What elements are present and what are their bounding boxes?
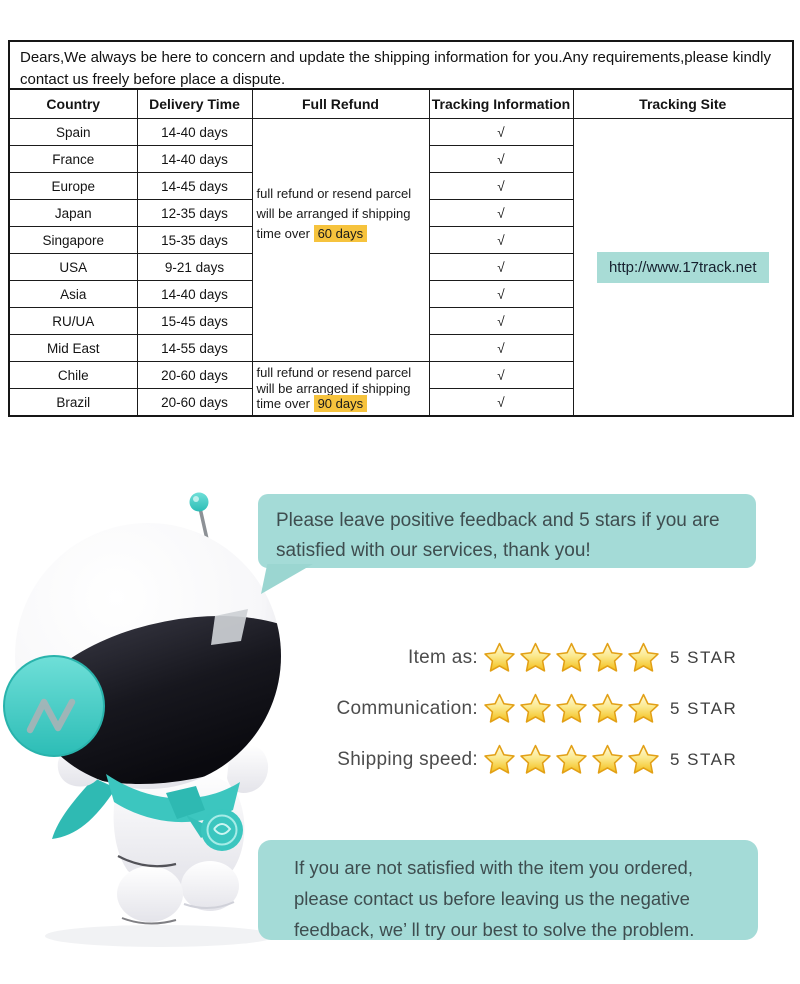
header-full-refund: Full Refund: [252, 89, 429, 119]
star-icon: [554, 641, 589, 675]
cell-check: √: [429, 119, 573, 146]
dispute-note: If you are not satisfied with the item you ordered, please contact us before leaving us the negative feedback, we’ ll try our best to solve the problem.: [258, 840, 758, 940]
star-icon: [518, 641, 553, 675]
cell-country: USA: [9, 254, 137, 281]
cell-delivery: 14-40 days: [137, 146, 252, 173]
highlight-60-days: 60 days: [314, 225, 368, 242]
rating-section: [330, 640, 770, 793]
cell-check: √: [429, 335, 573, 362]
rating-row-communication: [330, 691, 770, 727]
rating-suffix: 5 STAR: [670, 648, 738, 667]
cell-delivery: 15-35 days: [137, 227, 252, 254]
star-icon: [482, 743, 517, 777]
rating-row-item-as: [330, 640, 770, 676]
star-icon: [518, 743, 553, 777]
antenna-ball: [190, 493, 209, 512]
shipping-table: [8, 88, 794, 417]
cell-delivery: 20-60 days: [137, 362, 252, 389]
rating-suffix: 5 STAR: [670, 750, 738, 769]
cell-check: √: [429, 146, 573, 173]
cell-delivery: 9-21 days: [137, 254, 252, 281]
cell-delivery: 14-45 days: [137, 173, 252, 200]
cell-country: Europe: [9, 173, 137, 200]
header-tracking-site: Tracking Site: [573, 89, 793, 119]
rating-suffix: 5 STAR: [670, 699, 738, 718]
cell-check: √: [429, 227, 573, 254]
cell-country: RU/UA: [9, 308, 137, 335]
rating-label: Item as:: [408, 647, 478, 668]
cell-check: √: [429, 281, 573, 308]
table-header-row: [9, 89, 793, 119]
header-delivery-time: Delivery Time: [137, 89, 252, 119]
cell-check: √: [429, 173, 573, 200]
chest-badge: [201, 809, 243, 851]
star-rating: [482, 743, 662, 777]
refund-text-90: full refund or resend parcel will be arranged if shipping time over: [256, 365, 412, 412]
star-icon: [554, 743, 589, 777]
cell-refund-90: [252, 362, 429, 417]
robot-left-foot: [117, 866, 183, 922]
cell-country: Spain: [9, 119, 137, 146]
cell-check: √: [429, 200, 573, 227]
cell-delivery: 20-60 days: [137, 389, 252, 417]
rating-label: Shipping speed:: [337, 749, 478, 770]
robot-ear-cup: [4, 656, 104, 756]
header-country: Country: [9, 89, 137, 119]
cell-check: √: [429, 389, 573, 417]
tracking-site-link[interactable]: http://www.17track.net: [597, 252, 769, 283]
cell-delivery: 14-40 days: [137, 119, 252, 146]
highlight-90-days: 90 days: [314, 395, 368, 412]
cell-country: Singapore: [9, 227, 137, 254]
star-icon: [626, 692, 661, 726]
star-icon: [626, 641, 661, 675]
ground-shadow: [45, 925, 275, 947]
cell-country: Brazil: [9, 389, 137, 417]
star-icon: [626, 743, 661, 777]
cell-delivery: 14-40 days: [137, 281, 252, 308]
star-icon: [590, 641, 625, 675]
refund-text-60: full refund or resend parcel will be arranged if shipping time over: [256, 186, 412, 241]
cell-check: √: [429, 362, 573, 389]
cell-delivery: 15-45 days: [137, 308, 252, 335]
rating-row-shipping-speed: [330, 742, 770, 778]
star-rating: [482, 641, 662, 675]
star-rating: [482, 692, 662, 726]
cell-refund-60: [252, 119, 429, 362]
cell-country: Asia: [9, 281, 137, 308]
star-icon: [518, 692, 553, 726]
cell-delivery: 12-35 days: [137, 200, 252, 227]
star-icon: [590, 692, 625, 726]
star-icon: [482, 692, 517, 726]
scarf-cape: [52, 778, 116, 839]
cell-country: Japan: [9, 200, 137, 227]
cell-country: Mid East: [9, 335, 137, 362]
star-icon: [554, 692, 589, 726]
intro-notice: Dears,We always be here to concern and update the shipping information for you.Any requirements,please kindly contact us freely before place a dispute.: [8, 40, 794, 100]
cell-country: Chile: [9, 362, 137, 389]
cell-tracking-site: [573, 119, 793, 417]
cell-delivery: 14-55 days: [137, 335, 252, 362]
star-icon: [482, 641, 517, 675]
cell-country: France: [9, 146, 137, 173]
table-row: [9, 119, 793, 146]
cell-check: √: [429, 308, 573, 335]
rating-label: Communication:: [336, 698, 478, 719]
star-icon: [590, 743, 625, 777]
cell-check: √: [429, 254, 573, 281]
header-tracking-information: Tracking Information: [429, 89, 573, 119]
feedback-speech-bubble: Please leave positive feedback and 5 stars if you are satisfied with our services, thank you!: [258, 494, 756, 568]
